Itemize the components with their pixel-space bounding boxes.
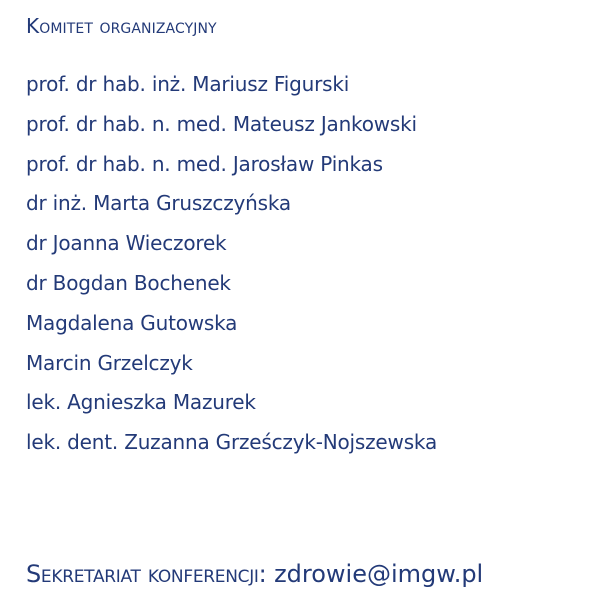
committee-heading: Komitet organizacyjny [26, 14, 217, 38]
committee-members-list [26, 69, 437, 467]
committee-member: prof. dr hab. n. med. Jarosław Pinkas [26, 151, 383, 176]
committee-member: dr Joanna Wieczorek [26, 231, 227, 256]
committee-member: prof. dr hab. inż. Mariusz Figurski [26, 72, 350, 96]
committee-member: lek. Agnieszka Mazurek [26, 390, 256, 415]
committee-member: lek. dent. Zuzanna Grześczyk-Nojszewska [26, 430, 437, 455]
committee-member: dr inż. Marta Gruszczyńska [26, 191, 291, 216]
committee-member: Magdalena Gutowska [26, 310, 238, 335]
secretariat-email-link[interactable]: zdrowie@imgw.pl [274, 560, 484, 588]
committee-member: prof. dr hab. n. med. Mateusz Jankowski [26, 111, 417, 136]
secretariat-line [26, 557, 483, 591]
committee-member: Marcin Grzelczyk [26, 350, 193, 375]
committee-member: dr Bogdan Bochenek [26, 270, 231, 295]
secretariat-label: Sekretariat konferencji: [26, 560, 267, 588]
